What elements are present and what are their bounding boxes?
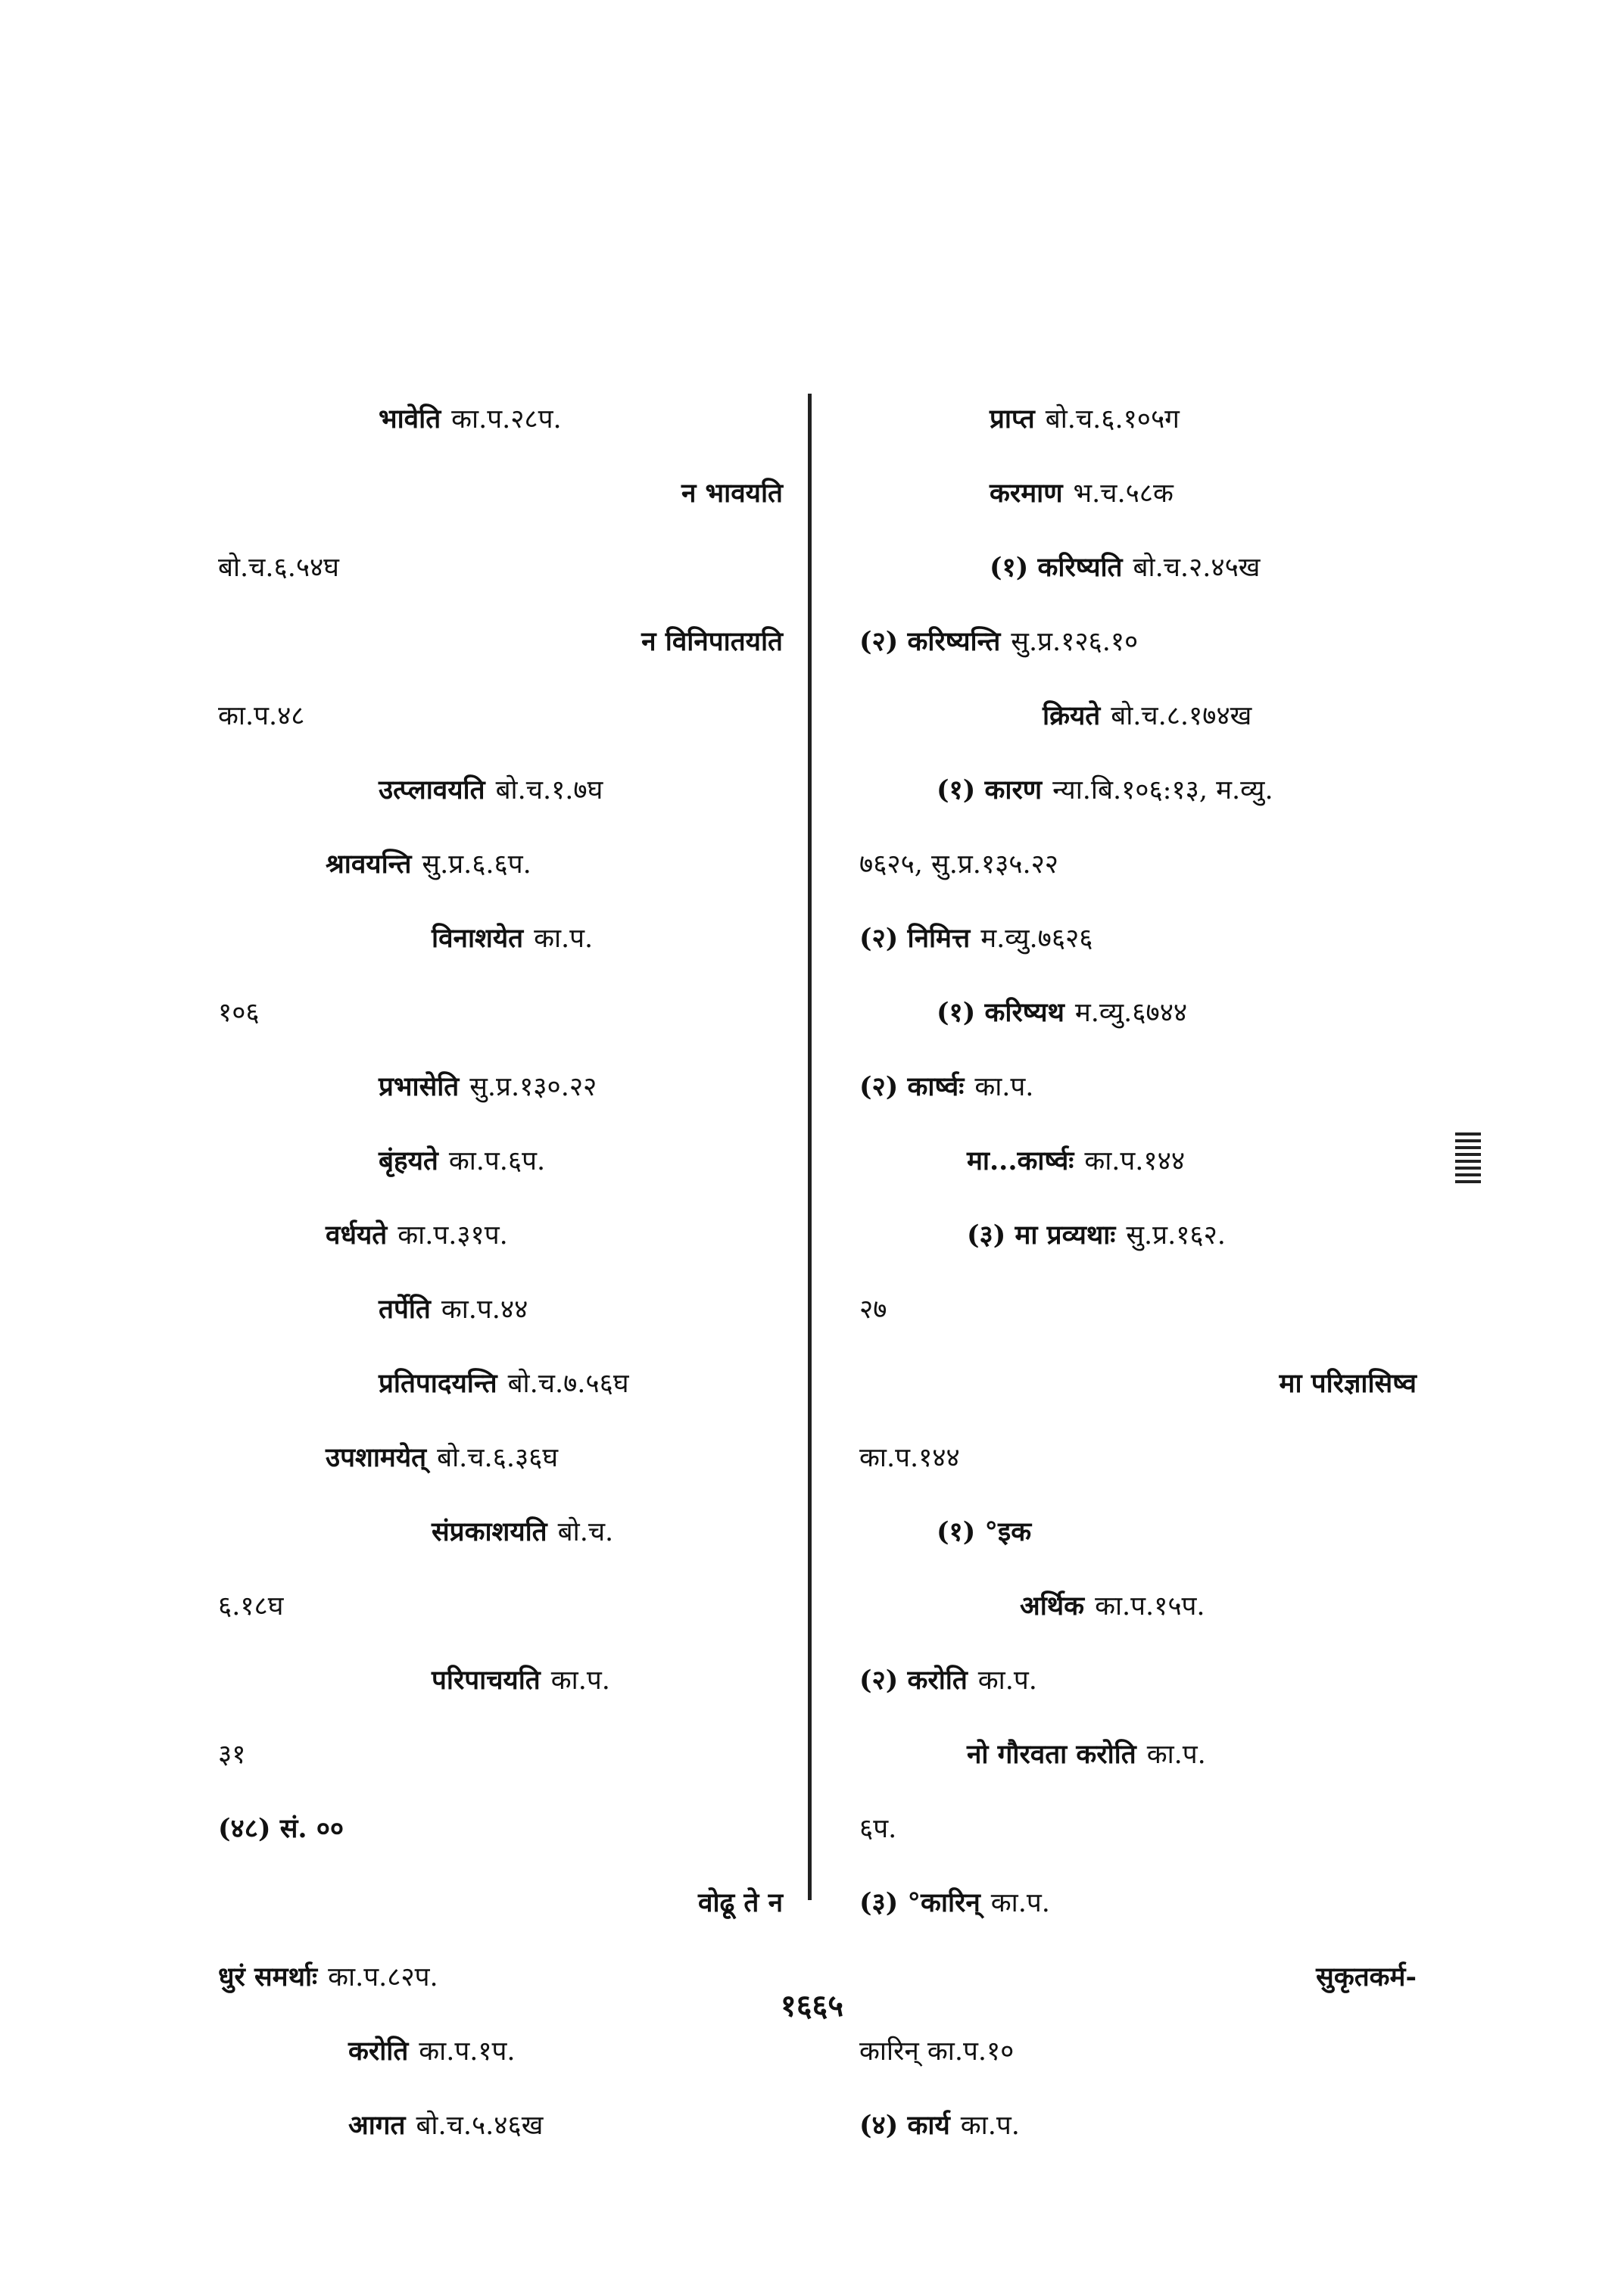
source-ref: का.प.१५प. — [1095, 1591, 1205, 1622]
source-ref: का.प. — [534, 924, 594, 954]
source-ref: का.प. — [977, 1665, 1037, 1696]
sanskrit-term: (१) करिष्यथ — [937, 997, 1064, 1028]
entry-line — [829, 827, 1427, 902]
entry-line — [218, 827, 793, 902]
source-ref: २७ — [859, 1294, 887, 1325]
entry-line — [218, 456, 793, 531]
source-ref: सु.प्र.१६२. — [1126, 1220, 1226, 1251]
source-ref: म.व्यु.६७४४ — [1074, 998, 1188, 1028]
tibetan-term — [218, 1447, 309, 1469]
source-ref: बो.च.८.१७४ख — [1111, 701, 1252, 731]
source-ref: बो.च.६.१०५ग — [1045, 404, 1180, 435]
source-ref: सु.प्र.६.६प. — [422, 849, 531, 880]
sanskrit-term: अर्थिक — [1020, 1590, 1085, 1622]
entry-line — [218, 1421, 793, 1495]
sanskrit-term: धुरं समर्थाः — [218, 1961, 318, 1992]
source-ref: का.प. — [960, 2111, 1020, 2141]
tibetan-term — [218, 1076, 362, 1098]
entry-line — [218, 382, 793, 456]
tibetan-term — [829, 556, 973, 579]
entry-line — [829, 2089, 1427, 2163]
sanskrit-term: क्रियते — [1043, 700, 1101, 731]
tibetan-term — [829, 1521, 920, 1544]
tibetan-term — [188, 2040, 332, 2063]
source-ref: सु.प्र.१३०.२२ — [469, 1072, 597, 1102]
sanskrit-term: न विनिपातयति — [641, 626, 783, 657]
entry-line — [829, 1421, 1427, 1495]
entry-line — [829, 531, 1427, 605]
source-ref: १०६ — [218, 998, 260, 1028]
sanskrit-term: तर्पेति — [379, 1294, 431, 1325]
source-ref: का.प.२८प. — [451, 404, 562, 435]
entry-line — [829, 1643, 1427, 1718]
sanskrit-term: (४) कार्य — [859, 2110, 950, 2141]
sanskrit-term: करमाण — [990, 478, 1063, 509]
entry-line — [829, 1495, 1427, 1569]
tibetan-term — [218, 1521, 415, 1544]
source-ref: बो.च.१.७घ — [495, 775, 603, 805]
sanskrit-term: श्रावयन्ति — [326, 849, 412, 880]
entry-line — [829, 753, 1427, 827]
tibetan-term — [218, 927, 415, 950]
sanskrit-term: उत्प्लावयति — [379, 774, 485, 805]
entry-line — [218, 1124, 793, 1198]
sanskrit-term: (२) करोति — [859, 1665, 968, 1696]
entry-line — [829, 1347, 1427, 1421]
tibetan-term — [218, 1298, 362, 1321]
source-ref: बो.च.५.४६ख — [416, 2111, 544, 2141]
sanskrit-term: बृंहयते — [379, 1145, 438, 1176]
sanskrit-term: (२) कार्ष्वः — [859, 1071, 965, 1102]
entry-line — [188, 2089, 793, 2163]
source-ref: बो.च.७.५६घ — [507, 1369, 629, 1399]
sanskrit-term: (३) °कारिन् — [859, 1887, 980, 1918]
sanskrit-term: सुकृतकर्म- — [1316, 1961, 1417, 1992]
sanskrit-term: (१) कारण — [937, 774, 1043, 805]
entry-line — [829, 1792, 1427, 1866]
sanskrit-term: नो गौरवता करोति — [967, 1739, 1136, 1770]
source-ref: कारिन् का.प.१० — [859, 2036, 1015, 2067]
entry-line — [218, 976, 793, 1050]
tibetan-term — [218, 482, 415, 505]
entry-line — [829, 902, 1427, 976]
source-ref: का.प.१प. — [419, 2036, 516, 2067]
source-ref: बो.च.२.४५ख — [1133, 553, 1261, 583]
entry-line — [829, 1718, 1427, 1792]
entry-line — [829, 1198, 1427, 1273]
source-ref: का.प.३१प. — [397, 1220, 508, 1251]
entry-line — [829, 1569, 1427, 1643]
tibetan-term — [218, 1669, 415, 1692]
sanskrit-term: प्रभासेति — [379, 1071, 460, 1102]
entry-line — [829, 679, 1427, 753]
left-column — [218, 382, 793, 2163]
sanskrit-term: (२) करिष्यन्ति — [859, 626, 1001, 657]
entry-line — [218, 1198, 793, 1273]
source-ref: का.प.८२प. — [328, 1962, 438, 1992]
entry-line — [218, 902, 793, 976]
entry-line — [218, 1050, 793, 1124]
entry-line — [218, 1643, 793, 1718]
entry-line — [218, 1273, 793, 1347]
entry-line — [218, 1347, 793, 1421]
tibetan-term — [829, 408, 973, 431]
source-ref: का.प. — [990, 1888, 1050, 1918]
source-ref: न्या.बि.१०६:१३, म.व्यु. — [1052, 775, 1273, 805]
entry-line — [829, 605, 1427, 679]
tibetan-term — [218, 1224, 309, 1247]
source-ref: बो.च.६.५४घ — [218, 553, 339, 583]
tibetan-term — [218, 408, 362, 431]
source-ref: का.प.१४४ — [1084, 1146, 1186, 1176]
sanskrit-term: (१) करिष्यति — [990, 552, 1123, 583]
tibetan-term — [859, 1743, 950, 1766]
column-divider — [808, 394, 812, 1900]
tibetan-term — [218, 1150, 362, 1173]
source-ref: बो.च. — [557, 1517, 614, 1547]
tibetan-term — [829, 1002, 920, 1024]
source-ref: का.प.४८ — [218, 701, 305, 731]
margin-marker — [1455, 1132, 1481, 1185]
entry-line — [218, 1792, 793, 1866]
source-ref: भ.च.५८क — [1073, 478, 1174, 509]
source-ref: बो.च.६.३६घ — [437, 1443, 559, 1473]
sanskrit-term: (३) मा प्रव्यथाः — [967, 1220, 1116, 1251]
tibetan-term — [859, 1372, 1056, 1395]
sanskrit-term: परिपाचयति — [432, 1665, 541, 1696]
tibetan-term — [188, 2114, 332, 2137]
tibetan-term — [218, 631, 415, 653]
tibetan-term — [829, 705, 1026, 727]
sanskrit-term: मा...कार्ष्वः — [967, 1145, 1074, 1176]
source-ref: सु.प्र.१२६.१० — [1011, 627, 1139, 657]
source-ref: का.प.६प. — [448, 1146, 546, 1176]
sanskrit-term: मा परिज्ञासिष्व — [1279, 1368, 1417, 1399]
tibetan-term — [218, 779, 362, 802]
source-ref: का.प. — [1146, 1740, 1206, 1770]
tibetan-term — [829, 779, 920, 802]
sanskrit-term: भावेति — [379, 403, 441, 435]
tibetan-term — [859, 1150, 950, 1173]
page-number: १६६५ — [780, 1988, 844, 2024]
sanskrit-term: करोति — [348, 2036, 409, 2067]
source-ref: म.व्यु.७६२६ — [980, 924, 1093, 954]
tibetan-term — [829, 482, 973, 505]
tibetan-term — [859, 1595, 1003, 1618]
sanskrit-term: (२) निमित्त — [859, 923, 971, 954]
entry-line — [218, 531, 793, 605]
source-ref: ७६२५, सु.प्र.१३५.२२ — [859, 849, 1059, 880]
tibetan-term — [218, 1892, 415, 1914]
sanskrit-term: न भावयति — [681, 478, 783, 509]
sanskrit-term: प्राप्त — [990, 403, 1035, 435]
sanskrit-term: संप्रकाशयति — [432, 1516, 547, 1547]
entry-line — [829, 456, 1427, 531]
entry-line — [188, 2014, 793, 2089]
tibetan-term — [218, 853, 309, 876]
tibetan-term — [859, 1224, 950, 1247]
sanskrit-term: उपशामयेत् — [326, 1442, 427, 1473]
sanskrit-term: (१) °इक — [937, 1516, 1032, 1547]
entry-line — [829, 382, 1427, 456]
source-ref: का.प. — [550, 1665, 610, 1696]
sanskrit-term: आगत — [348, 2110, 406, 2141]
entry-line — [218, 1866, 793, 1940]
entry-line — [829, 2014, 1427, 2089]
entry-line — [829, 976, 1427, 1050]
sanskrit-term: प्रतिपादयन्ति — [379, 1368, 497, 1399]
entry-line — [218, 1718, 793, 1792]
source-ref: ६.१८घ — [218, 1591, 284, 1622]
entry-line — [218, 1569, 793, 1643]
source-ref: का.प.४४ — [441, 1294, 528, 1325]
entry-line — [829, 1050, 1427, 1124]
entry-line — [218, 753, 793, 827]
tibetan-term — [218, 1372, 362, 1395]
entry-line — [829, 1273, 1427, 1347]
entry-line — [218, 679, 793, 753]
source-ref: ३१ — [218, 1740, 246, 1770]
entry-line — [829, 1124, 1427, 1198]
source-ref: का.प. — [974, 1072, 1034, 1102]
right-column — [829, 382, 1427, 2163]
sanskrit-term: विनाशयेत — [432, 923, 524, 954]
entry-line — [218, 605, 793, 679]
sanskrit-term: वोढू ते न — [698, 1887, 783, 1918]
source-ref: का.प.१४४ — [859, 1443, 960, 1473]
entry-line — [218, 1495, 793, 1569]
entry-line — [829, 1866, 1427, 1940]
sanskrit-term: वर्धयते — [326, 1220, 388, 1251]
section-number: (४८) सं. ०० — [218, 1813, 344, 1844]
source-ref: ६प. — [859, 1814, 897, 1844]
